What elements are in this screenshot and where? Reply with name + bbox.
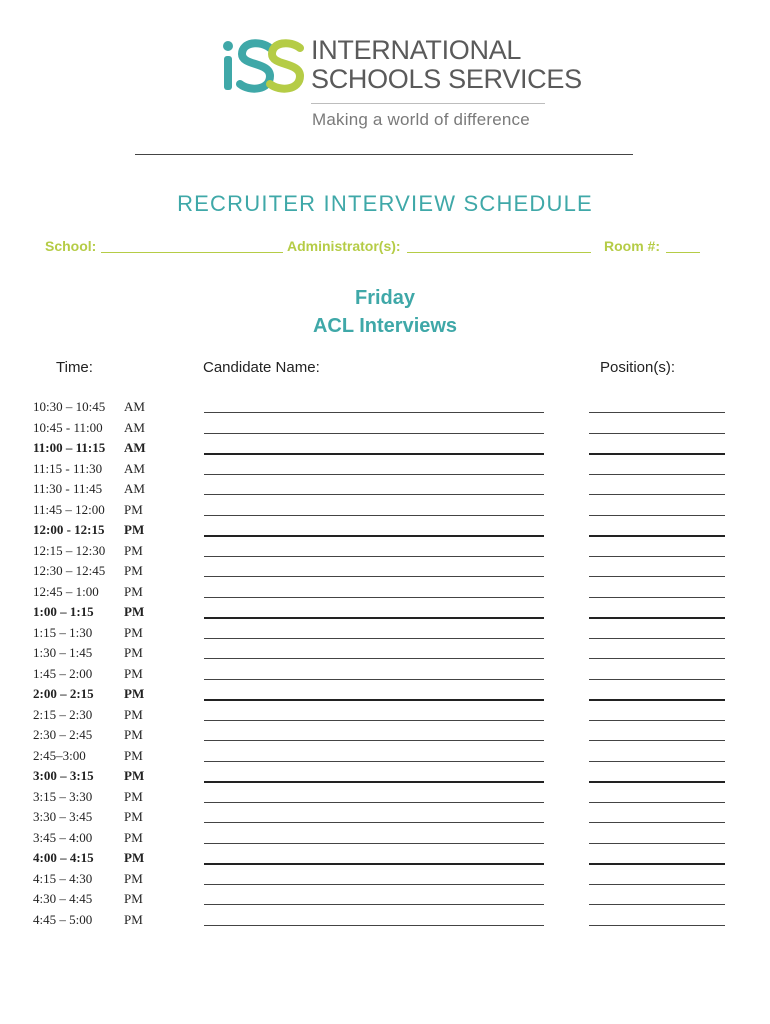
slot-time: 12:45 – 1:00 (33, 583, 99, 599)
table-row (0, 724, 770, 745)
candidate-name-field[interactable] (204, 638, 544, 639)
position-field[interactable] (589, 720, 725, 721)
administrator-field[interactable] (407, 252, 591, 253)
candidate-name-field[interactable] (204, 679, 544, 680)
slot-time: 3:00 – 3:15 (33, 768, 94, 783)
slot-time: 4:30 – 4:45 (33, 891, 93, 906)
position-field[interactable] (589, 679, 725, 680)
candidate-name-field[interactable] (204, 904, 544, 905)
candidate-name-field[interactable] (204, 494, 544, 495)
position-field[interactable] (589, 904, 725, 905)
slot-period: PM (124, 829, 143, 845)
logo-line-1: INTERNATIONAL (311, 35, 522, 65)
table-row (0, 396, 770, 417)
table-row (0, 642, 770, 663)
slot-period: PM (124, 583, 143, 599)
position-field[interactable] (589, 535, 725, 537)
schedule-table (0, 396, 770, 929)
slot-time: 1:30 – 1:45 (33, 645, 93, 660)
table-row (0, 704, 770, 725)
slot-period: AM (124, 440, 146, 455)
slot-period: PM (124, 542, 143, 558)
slot-period: PM (124, 891, 143, 906)
slot-time: 11:30 - 11:45 (33, 481, 103, 496)
candidate-name-field[interactable] (204, 740, 544, 741)
slot-time: 2:45–3:00 (33, 747, 86, 763)
slot-period: AM (124, 460, 145, 476)
table-row (0, 806, 770, 827)
school-label: School: (45, 238, 97, 254)
slot-time: 10:30 – 10:45 (33, 399, 106, 414)
slot-period: PM (124, 706, 143, 722)
candidate-name-field[interactable] (204, 556, 544, 557)
time-column-header: Time: (56, 359, 93, 376)
slot-period: PM (124, 624, 143, 640)
slot-period: AM (124, 399, 145, 414)
slot-time: 1:00 – 1:15 (33, 604, 94, 619)
slot-time: 4:45 – 5:00 (33, 911, 93, 927)
position-field[interactable] (589, 802, 725, 803)
slot-period: PM (124, 645, 143, 660)
slot-time: 2:30 – 2:45 (33, 727, 93, 742)
position-field[interactable] (589, 638, 725, 639)
slot-period: PM (124, 747, 143, 763)
slot-period: PM (124, 768, 145, 783)
position-field[interactable] (589, 740, 725, 741)
position-field[interactable] (589, 474, 725, 475)
slot-period: PM (124, 501, 143, 517)
slot-time: 11:45 – 12:00 (33, 501, 105, 517)
position-field[interactable] (589, 597, 725, 598)
slot-time: 10:45 - 11:00 (33, 419, 103, 435)
slot-time: 12:30 – 12:45 (33, 563, 106, 578)
position-field[interactable] (589, 699, 725, 701)
candidate-name-field[interactable] (204, 515, 544, 516)
slot-period: PM (124, 665, 143, 681)
slot-time: 4:15 – 4:30 (33, 870, 93, 886)
candidate-name-field[interactable] (204, 617, 544, 619)
candidate-name-field[interactable] (204, 412, 544, 413)
position-field[interactable] (589, 884, 725, 885)
slot-time: 1:15 – 1:30 (33, 624, 93, 640)
position-field[interactable] (589, 761, 725, 762)
slot-period: PM (124, 788, 143, 804)
slot-period: AM (124, 481, 145, 496)
candidate-name-field[interactable] (204, 433, 544, 434)
candidate-name-field[interactable] (204, 925, 544, 926)
table-row (0, 499, 770, 520)
slot-period: AM (124, 419, 145, 435)
table-row (0, 888, 770, 909)
slot-time: 11:15 - 11:30 (33, 460, 103, 476)
position-field[interactable] (589, 433, 725, 434)
logo-wordmark (311, 36, 582, 94)
slot-period: PM (124, 686, 145, 701)
candidate-name-field[interactable] (204, 658, 544, 659)
slot-time: 3:30 – 3:45 (33, 809, 93, 824)
table-row (0, 560, 770, 581)
candidate-name-field[interactable] (204, 802, 544, 803)
table-row (0, 909, 770, 930)
candidate-name-field[interactable] (204, 699, 544, 701)
candidate-name-field[interactable] (204, 884, 544, 885)
candidate-name-field[interactable] (204, 535, 544, 537)
administrator-label: Administrator(s): (287, 238, 401, 254)
table-row (0, 540, 770, 561)
slot-period: PM (124, 604, 145, 619)
slot-time: 12:15 – 12:30 (33, 542, 106, 558)
table-row (0, 868, 770, 889)
position-field[interactable] (589, 863, 725, 865)
table-row (0, 827, 770, 848)
logo-line-2: SCHOOLS SERVICES (311, 64, 582, 94)
position-field[interactable] (589, 412, 725, 413)
slot-time: 3:45 – 4:00 (33, 829, 93, 845)
candidate-name-field[interactable] (204, 576, 544, 577)
candidate-column-header: Candidate Name: (203, 359, 320, 376)
position-field[interactable] (589, 576, 725, 577)
position-field[interactable] (589, 617, 725, 619)
table-row (0, 519, 770, 540)
position-column-header: Position(s): (600, 359, 676, 376)
day-heading: Friday (354, 287, 416, 309)
table-row (0, 458, 770, 479)
room-field[interactable] (666, 252, 700, 253)
position-field[interactable] (589, 494, 725, 495)
table-row (0, 581, 770, 602)
slot-period: PM (124, 870, 143, 886)
candidate-name-field[interactable] (204, 843, 544, 844)
table-row (0, 478, 770, 499)
table-row (0, 683, 770, 704)
logo-tagline: Making a world of difference (312, 110, 530, 129)
candidate-name-field[interactable] (204, 781, 544, 783)
slot-time: 4:00 – 4:15 (33, 850, 94, 865)
room-label: Room #: (604, 238, 660, 254)
position-field[interactable] (589, 658, 725, 659)
position-field[interactable] (589, 515, 725, 516)
document-title: RECRUITER INTERVIEW SCHEDULE (177, 191, 593, 216)
slot-period: PM (124, 563, 143, 578)
table-row (0, 417, 770, 438)
table-row (0, 601, 770, 622)
school-field[interactable] (101, 252, 283, 253)
table-row (0, 765, 770, 786)
session-heading: ACL Interviews (312, 315, 458, 337)
slot-period: PM (124, 911, 143, 927)
slot-time: 11:00 – 11:15 (33, 440, 106, 455)
candidate-name-field[interactable] (204, 453, 544, 455)
table-row (0, 622, 770, 643)
candidate-name-field[interactable] (204, 597, 544, 598)
position-field[interactable] (589, 843, 725, 844)
candidate-name-field[interactable] (204, 822, 544, 823)
slot-period: PM (124, 809, 143, 824)
candidate-name-field[interactable] (204, 761, 544, 762)
slot-time: 2:00 – 2:15 (33, 686, 94, 701)
logo-divider (311, 103, 545, 104)
table-row (0, 786, 770, 807)
table-row (0, 847, 770, 868)
position-field[interactable] (589, 781, 725, 783)
iss-logo-icon (220, 34, 304, 98)
slot-time: 12:00 - 12:15 (33, 522, 105, 537)
table-row (0, 745, 770, 766)
candidate-name-field[interactable] (204, 474, 544, 475)
header-divider (135, 154, 633, 155)
slot-period: PM (124, 522, 145, 537)
table-row (0, 437, 770, 458)
candidate-name-field[interactable] (204, 863, 544, 865)
table-row (0, 663, 770, 684)
position-field[interactable] (589, 453, 725, 455)
position-field[interactable] (589, 822, 725, 823)
position-field[interactable] (589, 556, 725, 557)
slot-period: PM (124, 850, 145, 865)
position-field[interactable] (589, 925, 725, 926)
slot-period: PM (124, 727, 143, 742)
slot-time: 2:15 – 2:30 (33, 706, 93, 722)
candidate-name-field[interactable] (204, 720, 544, 721)
slot-time: 3:15 – 3:30 (33, 788, 93, 804)
slot-time: 1:45 – 2:00 (33, 665, 93, 681)
